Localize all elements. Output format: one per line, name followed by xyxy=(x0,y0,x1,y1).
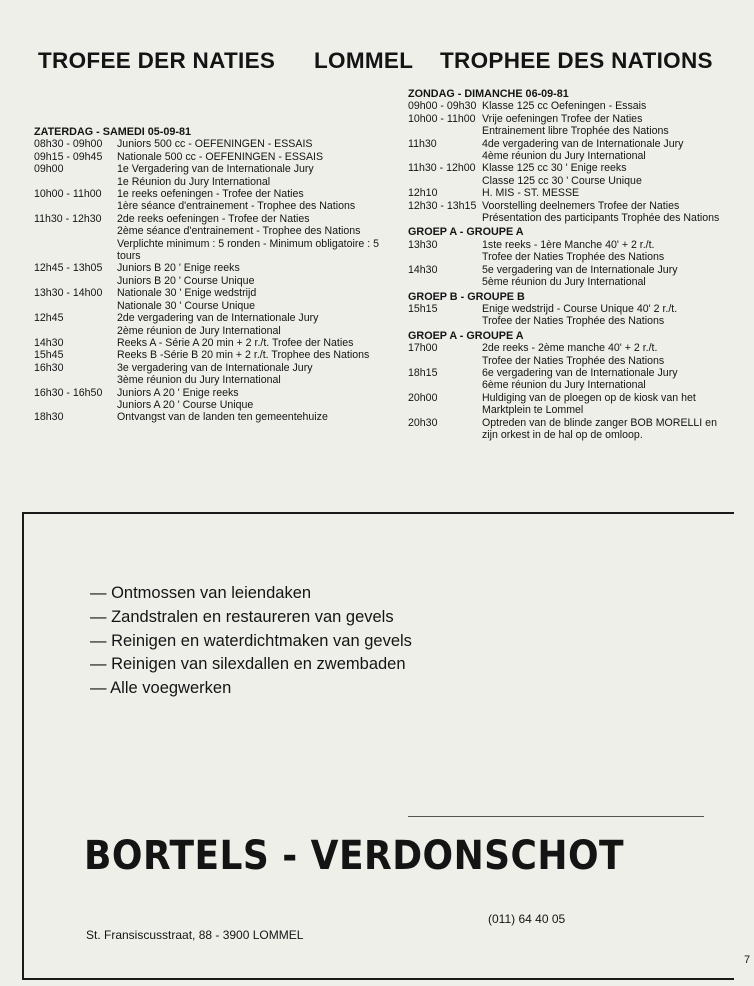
schedule-line: 6e vergadering van de Internationale Jury xyxy=(482,366,678,379)
schedule-line: 2de vergadering van de Internationale Jury xyxy=(117,312,319,325)
schedule-description xyxy=(482,187,724,199)
schedule-line: 5e vergadering van de Internationale Jury xyxy=(482,263,678,276)
schedule-description xyxy=(117,411,396,423)
schedule-row xyxy=(34,151,396,163)
schedule-line: H. MIS - ST. MESSE xyxy=(482,187,580,200)
schedule-line: Présentation des participants Trophée des Nations xyxy=(482,212,720,225)
schedule-line: 3e vergadering van de Internationale Jury xyxy=(117,361,313,374)
schedule-description xyxy=(482,417,724,442)
title-french: TROPHEE DES NATIONS xyxy=(440,48,713,73)
schedule-line: Klasse 125 cc 30 ' Enige reeks xyxy=(482,162,627,175)
schedule-row xyxy=(408,392,724,417)
schedule-time: 09h00 xyxy=(34,163,64,176)
schedule-line: Entrainement libre Trophée des Nations xyxy=(482,125,669,138)
schedule-description xyxy=(482,162,724,187)
schedule-description xyxy=(117,151,396,163)
title-location: LOMMEL xyxy=(314,48,414,73)
schedule-description xyxy=(482,138,724,163)
schedule-line: Vrije oefeningen Trofee der Naties xyxy=(482,112,643,125)
schedule-line: 6ème réunion du Jury International xyxy=(482,379,646,392)
schedule-row xyxy=(34,349,396,361)
schedule-time: 13h30 - 14h00 xyxy=(34,287,103,300)
schedule-line: Juniors A 20 ' Enige reeks xyxy=(117,386,239,399)
schedule-line: Trofee der Naties Trophée des Nations xyxy=(482,251,665,264)
schedule-time: 18h15 xyxy=(408,366,438,379)
schedule-line: 1e Vergadering van de Internationale Jury xyxy=(117,163,314,176)
schedule-description xyxy=(482,200,724,225)
title-dutch: TROFEE DER NATIES xyxy=(38,48,276,73)
schedule-line: Voorstelling deelnemers Trofee der Naties xyxy=(482,199,680,212)
schedule-description xyxy=(117,287,396,312)
schedule-description xyxy=(117,188,396,213)
schedule-line: Nationale 30 ' Enige wedstrijd xyxy=(117,287,257,300)
schedule-line: Juniors A 20 ' Course Unique xyxy=(117,398,254,411)
service-item: — Reinigen en waterdichtmaken van gevels xyxy=(90,631,412,650)
schedule-line: 2ème séance d'entrainement - Trophee des Nations xyxy=(117,225,361,238)
schedule-row xyxy=(34,262,396,287)
page-title xyxy=(38,48,728,88)
schedule-line: Juniors B 20 ' Course Unique xyxy=(117,274,255,287)
schedule-row xyxy=(34,387,396,412)
schedule-line: Reeks B -Série B 20 min + 2 r./t. Trophee des Nations xyxy=(117,349,370,362)
schedule-time: 14h30 xyxy=(34,336,64,349)
sunday-schedule xyxy=(408,88,724,441)
schedule-time: 15h15 xyxy=(408,302,438,315)
schedule-time: 12h30 - 13h15 xyxy=(408,199,477,212)
schedule-line: 2de reeks - 2ème manche 40' + 2 r./t. xyxy=(482,342,658,355)
service-item: — Alle voegwerken xyxy=(90,679,232,698)
schedule-row xyxy=(34,213,396,263)
schedule-time: 09h00 - 09h30 xyxy=(408,100,477,113)
schedule-line: Nationale 500 cc - OEFENINGEN - ESSAIS xyxy=(117,150,324,163)
schedule-description xyxy=(117,213,396,263)
schedule-row xyxy=(34,138,396,150)
schedule-time: 10h00 - 11h00 xyxy=(34,188,102,201)
service-item: — Ontmossen van leiendaken xyxy=(90,584,312,602)
schedule-description xyxy=(482,392,724,417)
schedule-line: 1e Réunion du Jury International xyxy=(117,175,271,188)
saturday-schedule xyxy=(34,126,396,424)
schedule-row xyxy=(408,367,724,392)
schedule-description xyxy=(482,342,724,367)
schedule-line: Juniors B 20 ' Enige reeks xyxy=(117,262,240,275)
schedule-line: Huldiging van de ploegen op de kiosk van het Marktplein te Lommel xyxy=(482,391,696,417)
schedule-time: 08h30 - 09h00 xyxy=(34,138,103,151)
schedule-time: 12h45 - 13h05 xyxy=(34,262,103,275)
schedule-line: Enige wedstrijd - Course Unique 40' 2 r./t. xyxy=(482,302,678,315)
schedule-line: Nationale 30 ' Course Unique xyxy=(117,299,256,312)
sunday-heading: ZONDAG - DIMANCHE 06-09-81 xyxy=(408,88,569,100)
company-phone: (011) 64 40 05 xyxy=(488,912,566,926)
schedule-time: 10h00 - 11h00 xyxy=(408,112,476,125)
schedule-line: 4ème réunion du Jury International xyxy=(482,150,646,163)
schedule-line: Trofee der Naties Trophée des Nations xyxy=(482,315,665,328)
schedule-description xyxy=(117,387,396,412)
service-item: — Zandstralen en restaureren van gevels xyxy=(90,607,394,626)
schedule-line: 5ème réunion du Jury International xyxy=(482,276,646,289)
schedule-line: 2de reeks oefeningen - Trofee der Naties xyxy=(117,212,310,225)
schedule-row xyxy=(34,312,396,337)
schedule-description xyxy=(117,337,396,349)
schedule-time: 16h30 - 16h50 xyxy=(34,386,103,399)
schedule-line: 3ème réunion du Jury International xyxy=(117,374,281,387)
schedule-row xyxy=(408,264,724,289)
schedule-line: 1ste reeks - 1ère Manche 40' + 2 r./t. xyxy=(482,238,655,251)
schedule-row xyxy=(34,188,396,213)
schedule-line: Ontvangst van de landen ten gemeentehuize xyxy=(117,411,328,424)
schedule-row xyxy=(408,303,724,328)
saturday-heading: ZATERDAG - SAMEDI 05-09-81 xyxy=(34,126,191,138)
schedule-line: Klasse 125 cc Oefeningen - Essais xyxy=(482,100,647,113)
schedule-time: 16h30 xyxy=(34,361,64,374)
schedule-time: 14h30 xyxy=(408,263,438,276)
schedule-description xyxy=(482,303,724,328)
schedule-line: Classe 125 cc 30 ' Course Unique xyxy=(482,174,642,187)
schedule-time: 20h00 xyxy=(408,391,438,404)
schedule-line: Juniors 500 cc - OEFENINGEN - ESSAIS xyxy=(117,138,313,151)
schedule-row xyxy=(34,163,396,188)
schedule-line: 1e reeks oefeningen - Trofee der Naties xyxy=(117,188,304,201)
schedule-time: 15h45 xyxy=(34,349,64,362)
schedule-time: 13h30 xyxy=(408,238,438,251)
schedule-row xyxy=(408,239,724,264)
schedule-line: Optreden van de blinde zanger BOB MORELLI en zijn orkest in de hal op de omloop. xyxy=(482,416,717,441)
schedule-row xyxy=(408,342,724,367)
schedule-line: Verplichte minimum : 5 ronden - Minimum obligatoire : 5 tours xyxy=(117,237,380,263)
schedule-description xyxy=(117,138,396,150)
schedule-line: Trofee der Naties Trophée des Nations xyxy=(482,354,665,367)
schedule-row xyxy=(408,113,724,138)
schedule-description xyxy=(482,239,724,264)
schedule-description xyxy=(482,264,724,289)
schedule-row xyxy=(408,138,724,163)
group-heading: GROEP B - GROUPE B xyxy=(408,290,525,303)
schedule-row xyxy=(408,162,724,187)
schedule-line: 4de vergadering van de Internationale Jury xyxy=(482,137,684,150)
group-heading: GROEP A - GROUPE A xyxy=(408,329,524,342)
page-number: 7 xyxy=(744,954,751,966)
schedule-description xyxy=(482,100,724,112)
schedule-line: 2ème réunion de Jury International xyxy=(117,324,281,337)
service-item: — Reinigen van silexdallen en zwembaden xyxy=(90,655,406,674)
schedule-row xyxy=(34,362,396,387)
schedule-line: 1ère séance d'entrainement - Trophee des Nations xyxy=(117,200,356,213)
schedule-time: 12h10 xyxy=(408,187,438,200)
company-name: BORTELS - VERDONSCHOT xyxy=(84,833,625,879)
schedule-row xyxy=(34,411,396,423)
schedule-description xyxy=(117,262,396,287)
schedule-row xyxy=(34,287,396,312)
schedule-row xyxy=(408,100,724,112)
schedule-description xyxy=(117,349,396,361)
schedule-time: 11h30 xyxy=(408,137,437,150)
schedule-description xyxy=(117,362,396,387)
schedule-description xyxy=(117,163,396,188)
schedule-time: 20h30 xyxy=(408,416,438,429)
schedule-time: 17h00 xyxy=(408,342,438,355)
schedule-description xyxy=(117,312,396,337)
schedule-description xyxy=(482,113,724,138)
schedule-row xyxy=(408,187,724,199)
schedule-time: 11h30 - 12h30 xyxy=(34,212,102,225)
schedule-time: 18h30 xyxy=(34,411,64,424)
schedule-description xyxy=(482,367,724,392)
schedule-time: 12h45 xyxy=(34,312,64,325)
company-address: St. Fransiscusstraat, 88 - 3900 LOMMEL xyxy=(86,928,304,942)
divider-line xyxy=(408,816,704,817)
schedule-row xyxy=(34,337,396,349)
services-list xyxy=(90,582,412,701)
schedule-time: 09h15 - 09h45 xyxy=(34,150,103,163)
schedule-time: 11h30 - 12h00 xyxy=(408,162,476,175)
schedule-line: Reeks A - Série A 20 min + 2 r./t. Trofee der Naties xyxy=(117,336,354,349)
group-heading: GROEP A - GROUPE A xyxy=(408,226,524,239)
schedule-row xyxy=(408,417,724,442)
schedule-row xyxy=(408,200,724,225)
